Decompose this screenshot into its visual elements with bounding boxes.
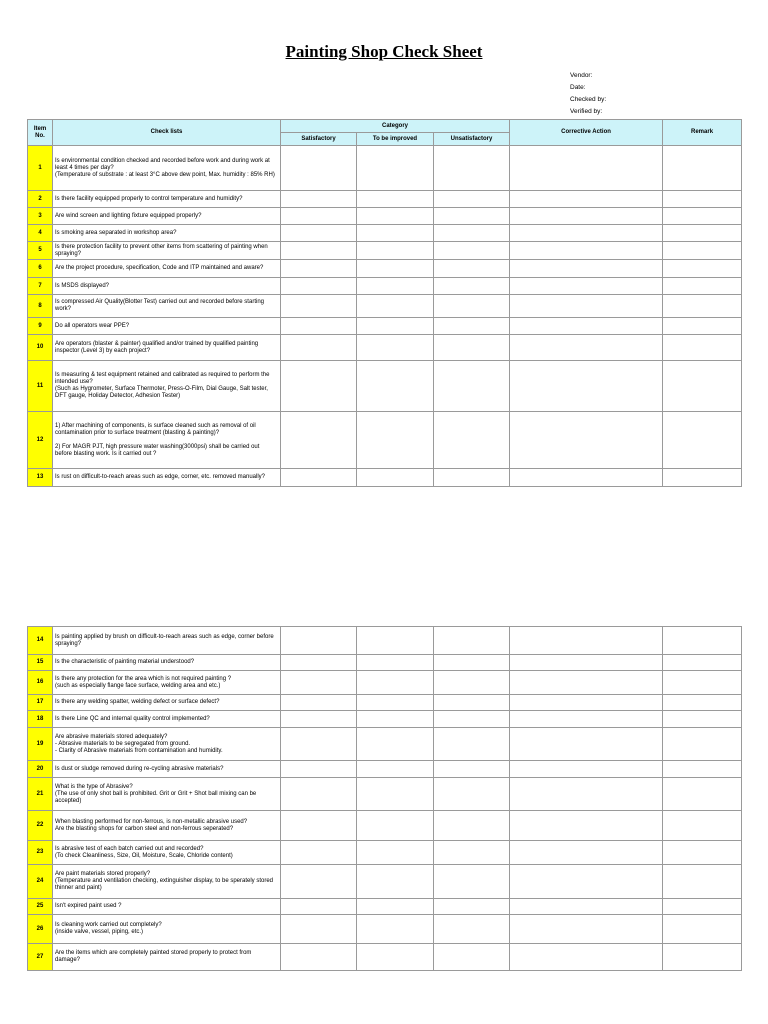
remark-cell[interactable] bbox=[663, 899, 742, 915]
unsatisfactory-cell[interactable] bbox=[434, 711, 510, 728]
unsatisfactory-cell[interactable] bbox=[434, 671, 510, 695]
table-row bbox=[28, 711, 742, 728]
table-row bbox=[28, 146, 742, 191]
satisfactory-cell[interactable] bbox=[281, 915, 357, 944]
header-check-lists: Check lists bbox=[53, 120, 281, 146]
unsatisfactory-cell[interactable] bbox=[434, 318, 510, 335]
to-be-improved-cell[interactable] bbox=[357, 146, 434, 191]
corrective-action-cell[interactable] bbox=[510, 671, 663, 695]
to-be-improved-cell[interactable] bbox=[357, 260, 434, 278]
satisfactory-cell[interactable] bbox=[281, 191, 357, 208]
satisfactory-cell[interactable] bbox=[281, 318, 357, 335]
corrective-action-cell[interactable] bbox=[510, 191, 663, 208]
item-number: 7 bbox=[28, 278, 53, 295]
table-row bbox=[28, 671, 742, 695]
item-number: 19 bbox=[28, 728, 53, 761]
table-row bbox=[28, 191, 742, 208]
unsatisfactory-cell[interactable] bbox=[434, 225, 510, 242]
corrective-action-cell[interactable] bbox=[510, 915, 663, 944]
to-be-improved-cell[interactable] bbox=[357, 242, 434, 260]
corrective-action-cell[interactable] bbox=[510, 361, 663, 412]
check-table-page1 bbox=[27, 119, 742, 487]
check-item-text: Is there any welding spatter, welding defect or surface defect? bbox=[53, 695, 281, 711]
item-number: 15 bbox=[28, 655, 53, 671]
corrective-action-cell[interactable] bbox=[510, 944, 663, 971]
item-number: 23 bbox=[28, 841, 53, 865]
unsatisfactory-cell[interactable] bbox=[434, 295, 510, 318]
unsatisfactory-cell[interactable] bbox=[434, 811, 510, 841]
to-be-improved-cell[interactable] bbox=[357, 295, 434, 318]
remark-cell[interactable] bbox=[663, 412, 742, 469]
header-corrective-action: Corrective Action bbox=[510, 120, 663, 146]
remark-cell[interactable] bbox=[663, 761, 742, 778]
remark-cell[interactable] bbox=[663, 627, 742, 655]
remark-cell[interactable] bbox=[663, 295, 742, 318]
vendor-label: Vendor: bbox=[570, 72, 593, 79]
to-be-improved-cell[interactable] bbox=[357, 944, 434, 971]
table-row bbox=[28, 469, 742, 487]
satisfactory-cell[interactable] bbox=[281, 841, 357, 865]
item-number: 20 bbox=[28, 761, 53, 778]
unsatisfactory-cell[interactable] bbox=[434, 761, 510, 778]
corrective-action-cell[interactable] bbox=[510, 412, 663, 469]
unsatisfactory-cell[interactable] bbox=[434, 469, 510, 487]
satisfactory-cell[interactable] bbox=[281, 469, 357, 487]
satisfactory-cell[interactable] bbox=[281, 208, 357, 225]
satisfactory-cell[interactable] bbox=[281, 335, 357, 361]
corrective-action-cell[interactable] bbox=[510, 318, 663, 335]
corrective-action-cell[interactable] bbox=[510, 728, 663, 761]
corrective-action-cell[interactable] bbox=[510, 260, 663, 278]
check-item-text: Is compressed Air Quality(Blotter Test) carried out and recorded before starting work? bbox=[53, 295, 281, 318]
header-category: Category bbox=[281, 120, 510, 133]
remark-cell[interactable] bbox=[663, 335, 742, 361]
item-number: 18 bbox=[28, 711, 53, 728]
table-row bbox=[28, 412, 742, 469]
corrective-action-cell[interactable] bbox=[510, 242, 663, 260]
corrective-action-cell[interactable] bbox=[510, 841, 663, 865]
to-be-improved-cell[interactable] bbox=[357, 412, 434, 469]
check-item-text: 1) After machining of components, is surface cleaned such as removal of oil contamination prior to surface treatment (blasting & painting)? 2) For MAGR PJT, high pressure water washing(3000psi) shall be carried out before blasting work. Is it carried out ? bbox=[53, 412, 281, 469]
satisfactory-cell[interactable] bbox=[281, 671, 357, 695]
verified-by-label: Verified by: bbox=[570, 108, 603, 115]
unsatisfactory-cell[interactable] bbox=[434, 841, 510, 865]
remark-cell[interactable] bbox=[663, 778, 742, 811]
check-item-text: Is painting applied by brush on difficult-to-reach areas such as edge, corner before spraying? bbox=[53, 627, 281, 655]
corrective-action-cell[interactable] bbox=[510, 278, 663, 295]
satisfactory-cell[interactable] bbox=[281, 242, 357, 260]
check-item-text: Is smoking area separated in workshop area? bbox=[53, 225, 281, 242]
check-item-text: Is environmental condition checked and recorded before work and during work at least 4 times per day? (Temperature of substrate : at least 3°C above dew point, Max. humidity : 85% RH) bbox=[53, 146, 281, 191]
unsatisfactory-cell[interactable] bbox=[434, 260, 510, 278]
item-number: 4 bbox=[28, 225, 53, 242]
corrective-action-cell[interactable] bbox=[510, 778, 663, 811]
item-number: 24 bbox=[28, 865, 53, 899]
check-item-text: Is rust on difficult-to-reach areas such as edge, corner, etc. removed manually? bbox=[53, 469, 281, 487]
table-row bbox=[28, 899, 742, 915]
to-be-improved-cell[interactable] bbox=[357, 627, 434, 655]
corrective-action-cell[interactable] bbox=[510, 208, 663, 225]
unsatisfactory-cell[interactable] bbox=[434, 655, 510, 671]
to-be-improved-cell[interactable] bbox=[357, 695, 434, 711]
to-be-improved-cell[interactable] bbox=[357, 318, 434, 335]
table-row bbox=[28, 944, 742, 971]
to-be-improved-cell[interactable] bbox=[357, 841, 434, 865]
satisfactory-cell[interactable] bbox=[281, 944, 357, 971]
page-title: Painting Shop Check Sheet bbox=[285, 42, 483, 61]
corrective-action-cell[interactable] bbox=[510, 225, 663, 242]
table-row bbox=[28, 761, 742, 778]
remark-cell[interactable] bbox=[663, 865, 742, 899]
table-row bbox=[28, 695, 742, 711]
to-be-improved-cell[interactable] bbox=[357, 469, 434, 487]
corrective-action-cell[interactable] bbox=[510, 146, 663, 191]
check-item-text: Is MSDS displayed? bbox=[53, 278, 281, 295]
check-item-text: What is the type of Abrasive? (The use of only shot ball is prohibited. Grit or Grit + Shot ball mixing can be accepted) bbox=[53, 778, 281, 811]
unsatisfactory-cell[interactable] bbox=[434, 242, 510, 260]
satisfactory-cell[interactable] bbox=[281, 225, 357, 242]
to-be-improved-cell[interactable] bbox=[357, 671, 434, 695]
item-number: 11 bbox=[28, 361, 53, 412]
satisfactory-cell[interactable] bbox=[281, 146, 357, 191]
item-number: 1 bbox=[28, 146, 53, 191]
remark-cell[interactable] bbox=[663, 944, 742, 971]
table-row bbox=[28, 778, 742, 811]
to-be-improved-cell[interactable] bbox=[357, 778, 434, 811]
date-label: Date: bbox=[570, 84, 586, 91]
header-item-no: Item No. bbox=[28, 120, 53, 146]
to-be-improved-cell[interactable] bbox=[357, 208, 434, 225]
remark-cell[interactable] bbox=[663, 191, 742, 208]
remark-cell[interactable] bbox=[663, 361, 742, 412]
item-number: 3 bbox=[28, 208, 53, 225]
corrective-action-cell[interactable] bbox=[510, 655, 663, 671]
corrective-action-cell[interactable] bbox=[510, 469, 663, 487]
item-number: 13 bbox=[28, 469, 53, 487]
header-unsatisfactory: Unsatisfactory bbox=[434, 133, 510, 146]
check-item-text: Is dust or sludge removed during re-cycling abrasive materials? bbox=[53, 761, 281, 778]
table-row bbox=[28, 260, 742, 278]
satisfactory-cell[interactable] bbox=[281, 695, 357, 711]
checked-by-label: Checked by: bbox=[570, 96, 607, 103]
check-item-text: Is measuring & test equipment retained and calibrated as required to perform the intended use? (Such as Hygrometer, Surface Thermoter, Press-O-Film, Dial Gauge, Salt tester, DFT gauge, Holiday Detector, Adhesion Tester) bbox=[53, 361, 281, 412]
corrective-action-cell[interactable] bbox=[510, 865, 663, 899]
table-row bbox=[28, 728, 742, 761]
unsatisfactory-cell[interactable] bbox=[434, 899, 510, 915]
unsatisfactory-cell[interactable] bbox=[434, 361, 510, 412]
check-item-text: Is there facility equipped properly to control temperature and humidity? bbox=[53, 191, 281, 208]
corrective-action-cell[interactable] bbox=[510, 335, 663, 361]
unsatisfactory-cell[interactable] bbox=[434, 335, 510, 361]
item-number: 2 bbox=[28, 191, 53, 208]
check-item-text: Are wind screen and lighting fixture equipped properly? bbox=[53, 208, 281, 225]
corrective-action-cell[interactable] bbox=[510, 761, 663, 778]
item-number: 26 bbox=[28, 915, 53, 944]
item-number: 5 bbox=[28, 242, 53, 260]
to-be-improved-cell[interactable] bbox=[357, 711, 434, 728]
unsatisfactory-cell[interactable] bbox=[434, 146, 510, 191]
remark-cell[interactable] bbox=[663, 208, 742, 225]
item-number: 10 bbox=[28, 335, 53, 361]
satisfactory-cell[interactable] bbox=[281, 295, 357, 318]
item-number: 12 bbox=[28, 412, 53, 469]
remark-cell[interactable] bbox=[663, 146, 742, 191]
table-row bbox=[28, 361, 742, 412]
remark-cell[interactable] bbox=[663, 841, 742, 865]
to-be-improved-cell[interactable] bbox=[357, 915, 434, 944]
satisfactory-cell[interactable] bbox=[281, 412, 357, 469]
check-item-text: Are the items which are completely painted stored properly to protect from damage? bbox=[53, 944, 281, 971]
remark-cell[interactable] bbox=[663, 695, 742, 711]
unsatisfactory-cell[interactable] bbox=[434, 778, 510, 811]
to-be-improved-cell[interactable] bbox=[357, 278, 434, 295]
corrective-action-cell[interactable] bbox=[510, 627, 663, 655]
unsatisfactory-cell[interactable] bbox=[434, 627, 510, 655]
to-be-improved-cell[interactable] bbox=[357, 899, 434, 915]
table-row bbox=[28, 318, 742, 335]
unsatisfactory-cell[interactable] bbox=[434, 728, 510, 761]
remark-cell[interactable] bbox=[663, 811, 742, 841]
remark-cell[interactable] bbox=[663, 711, 742, 728]
remark-cell[interactable] bbox=[663, 260, 742, 278]
check-item-text: When blasting performed for non-ferrous, is non-metallic abrasive used? Are the blasting shops for carbon steel and non-ferrous seperated? bbox=[53, 811, 281, 841]
satisfactory-cell[interactable] bbox=[281, 711, 357, 728]
check-rows-page1 bbox=[28, 146, 742, 487]
check-item-text: Is abrasive test of each batch carried out and recorded? (To check Cleanliness, Size, Oil, Moisture, Scale, Chloride content) bbox=[53, 841, 281, 865]
unsatisfactory-cell[interactable] bbox=[434, 865, 510, 899]
header-remark: Remark bbox=[663, 120, 742, 146]
unsatisfactory-cell[interactable] bbox=[434, 695, 510, 711]
table-row bbox=[28, 225, 742, 242]
remark-cell[interactable] bbox=[663, 225, 742, 242]
table-row bbox=[28, 335, 742, 361]
item-number: 14 bbox=[28, 627, 53, 655]
remark-cell[interactable] bbox=[663, 278, 742, 295]
item-number: 25 bbox=[28, 899, 53, 915]
table-row bbox=[28, 655, 742, 671]
to-be-improved-cell[interactable] bbox=[357, 865, 434, 899]
satisfactory-cell[interactable] bbox=[281, 260, 357, 278]
corrective-action-cell[interactable] bbox=[510, 811, 663, 841]
remark-cell[interactable] bbox=[663, 655, 742, 671]
table-row bbox=[28, 208, 742, 225]
item-number: 22 bbox=[28, 811, 53, 841]
table-row bbox=[28, 295, 742, 318]
table-row bbox=[28, 915, 742, 944]
unsatisfactory-cell[interactable] bbox=[434, 915, 510, 944]
table-row bbox=[28, 865, 742, 899]
satisfactory-cell[interactable] bbox=[281, 811, 357, 841]
check-item-text: Is cleaning work carried out completely? (inside valve, vessel, piping, etc.) bbox=[53, 915, 281, 944]
satisfactory-cell[interactable] bbox=[281, 655, 357, 671]
unsatisfactory-cell[interactable] bbox=[434, 208, 510, 225]
item-number: 6 bbox=[28, 260, 53, 278]
check-item-text: Is there protection facility to prevent other items from scattering of painting when spraying? bbox=[53, 242, 281, 260]
item-number: 17 bbox=[28, 695, 53, 711]
satisfactory-cell[interactable] bbox=[281, 278, 357, 295]
item-number: 27 bbox=[28, 944, 53, 971]
check-item-text: Are abrasive materials stored adequately? - Abrasive materials to be segregated from ground. - Clarity of Abrasive materials from contamination and humidity. bbox=[53, 728, 281, 761]
satisfactory-cell[interactable] bbox=[281, 761, 357, 778]
check-item-text: Is there Line QC and internal quality control implemented? bbox=[53, 711, 281, 728]
unsatisfactory-cell[interactable] bbox=[434, 944, 510, 971]
remark-cell[interactable] bbox=[663, 671, 742, 695]
unsatisfactory-cell[interactable] bbox=[434, 412, 510, 469]
to-be-improved-cell[interactable] bbox=[357, 335, 434, 361]
to-be-improved-cell[interactable] bbox=[357, 655, 434, 671]
satisfactory-cell[interactable] bbox=[281, 865, 357, 899]
check-item-text: Isn't expired paint used ? bbox=[53, 899, 281, 915]
satisfactory-cell[interactable] bbox=[281, 899, 357, 915]
corrective-action-cell[interactable] bbox=[510, 295, 663, 318]
corrective-action-cell[interactable] bbox=[510, 899, 663, 915]
remark-cell[interactable] bbox=[663, 469, 742, 487]
check-item-text: Do all operators wear PPE? bbox=[53, 318, 281, 335]
to-be-improved-cell[interactable] bbox=[357, 191, 434, 208]
check-item-text: Are paint materials stored properly? (Temperature and ventilation checking, extinguisher display, to be sperately stored thinner and paint) bbox=[53, 865, 281, 899]
item-number: 16 bbox=[28, 671, 53, 695]
satisfactory-cell[interactable] bbox=[281, 361, 357, 412]
check-item-text: Are the project procedure, specification, Code and ITP maintained and aware? bbox=[53, 260, 281, 278]
item-number: 21 bbox=[28, 778, 53, 811]
satisfactory-cell[interactable] bbox=[281, 627, 357, 655]
table-row bbox=[28, 811, 742, 841]
table-row bbox=[28, 242, 742, 260]
satisfactory-cell[interactable] bbox=[281, 778, 357, 811]
to-be-improved-cell[interactable] bbox=[357, 728, 434, 761]
check-rows-page2 bbox=[28, 627, 742, 971]
unsatisfactory-cell[interactable] bbox=[434, 191, 510, 208]
to-be-improved-cell[interactable] bbox=[357, 811, 434, 841]
check-item-text: Is the characteristic of painting material understood? bbox=[53, 655, 281, 671]
remark-cell[interactable] bbox=[663, 915, 742, 944]
check-item-text: Is there any protection for the area which is not required painting ? (such as especially flange face surface, welding area and etc.) bbox=[53, 671, 281, 695]
check-table-page2 bbox=[27, 626, 742, 971]
table-row bbox=[28, 627, 742, 655]
header-satisfactory: Satisfactory bbox=[281, 133, 357, 146]
corrective-action-cell[interactable] bbox=[510, 711, 663, 728]
item-number: 8 bbox=[28, 295, 53, 318]
meta-block bbox=[570, 70, 606, 118]
corrective-action-cell[interactable] bbox=[510, 695, 663, 711]
header-to-be-improved: To be improved bbox=[357, 133, 434, 146]
remark-cell[interactable] bbox=[663, 318, 742, 335]
check-item-text: Are operators (blaster & painter) qualified and/or trained by qualified painting inspector (Level 3) by each project? bbox=[53, 335, 281, 361]
to-be-improved-cell[interactable] bbox=[357, 225, 434, 242]
to-be-improved-cell[interactable] bbox=[357, 761, 434, 778]
to-be-improved-cell[interactable] bbox=[357, 361, 434, 412]
remark-cell[interactable] bbox=[663, 242, 742, 260]
unsatisfactory-cell[interactable] bbox=[434, 278, 510, 295]
table-row bbox=[28, 278, 742, 295]
table-row bbox=[28, 841, 742, 865]
item-number: 9 bbox=[28, 318, 53, 335]
satisfactory-cell[interactable] bbox=[281, 728, 357, 761]
remark-cell[interactable] bbox=[663, 728, 742, 761]
